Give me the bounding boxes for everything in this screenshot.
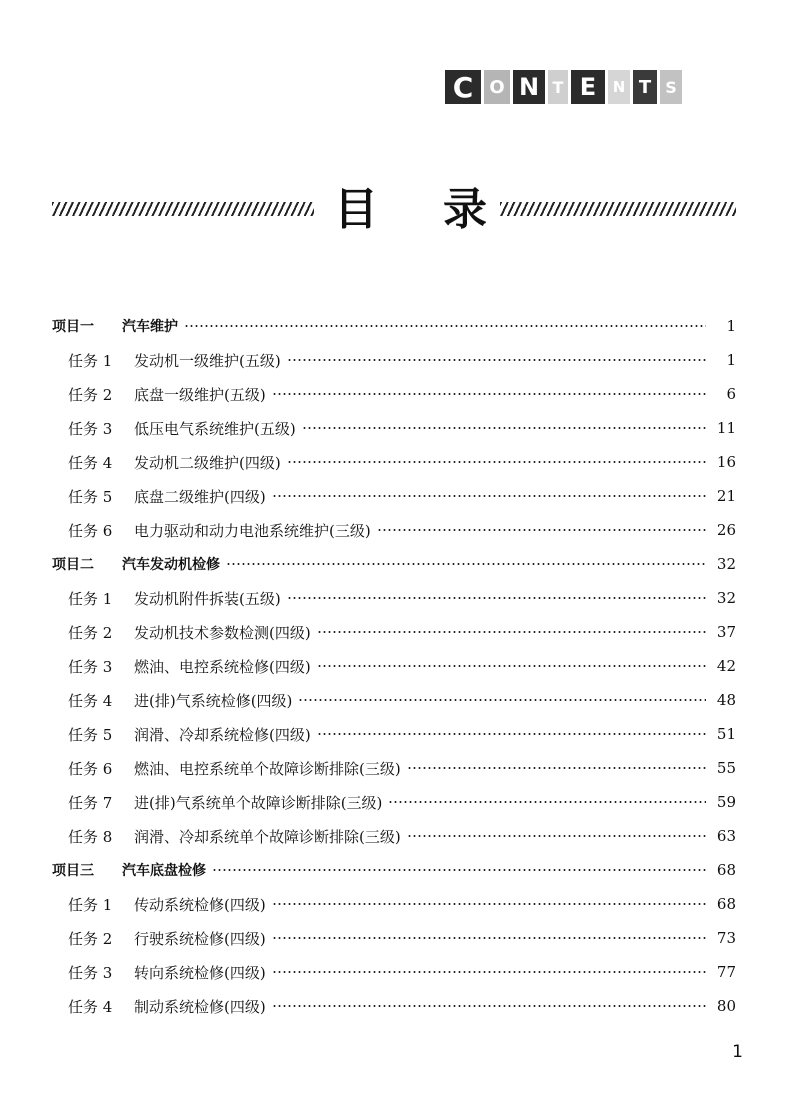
toc-entry-number: 任务 1 [68, 351, 113, 370]
toc-entry-page: 68 [716, 895, 736, 913]
toc-entry-number: 任务 5 [68, 487, 113, 506]
toc-task-entry[interactable] [0, 955, 790, 989]
toc-entry-title: 传动系统检修(四级) [134, 895, 266, 914]
toc-entry-number: 任务 2 [68, 929, 113, 948]
toc-task-entry[interactable] [0, 819, 790, 853]
toc-entry-page: 32 [716, 589, 736, 607]
banner-letter: N [513, 70, 545, 104]
toc-project-entry[interactable] [0, 547, 790, 581]
toc-entry-number: 任务 2 [68, 385, 113, 404]
dot-leader [317, 631, 706, 633]
toc-entry-number: 项目二 [52, 557, 94, 573]
dot-leader [407, 767, 706, 769]
dot-leader [272, 1005, 706, 1007]
dot-leader [287, 597, 706, 599]
toc-entry-number: 任务 6 [68, 759, 113, 778]
toc-entry-page: 21 [716, 487, 736, 505]
toc-entry-page: 11 [716, 419, 736, 437]
toc-task-entry[interactable] [0, 717, 790, 751]
toc-entry-title: 转向系统检修(四级) [134, 963, 266, 982]
toc-task-entry[interactable] [0, 649, 790, 683]
toc-entry-title: 润滑、冷却系统单个故障诊断排除(三级) [134, 827, 401, 846]
toc-entry-number: 项目三 [52, 863, 94, 879]
toc-entry-title: 底盘二级维护(四级) [134, 487, 266, 506]
toc-task-entry[interactable] [0, 887, 790, 921]
toc-entry-title: 燃油、电控系统单个故障诊断排除(三级) [134, 759, 401, 778]
toc-entry-title: 汽车底盘检修 [122, 863, 206, 879]
page-title-char-2: 录 [443, 184, 487, 235]
banner-letter: S [660, 70, 682, 104]
title-row [0, 180, 790, 240]
dot-leader [272, 937, 706, 939]
toc-entry-number: 任务 8 [68, 827, 113, 846]
toc-entry-page: 59 [716, 793, 736, 811]
dot-leader [272, 393, 706, 395]
toc-entry-title: 发动机附件拆装(五级) [134, 589, 281, 608]
dot-leader [184, 325, 706, 327]
banner-letter: E [571, 70, 605, 104]
toc-entry-page: 77 [716, 963, 736, 981]
toc-task-entry[interactable] [0, 377, 790, 411]
dot-leader [272, 495, 706, 497]
hatch-right-decoration [500, 202, 736, 216]
dot-leader [212, 869, 706, 871]
toc-task-entry[interactable] [0, 445, 790, 479]
dot-leader [298, 699, 706, 701]
toc-entry-title: 进(排)气系统检修(四级) [134, 691, 293, 710]
toc-entry-title: 润滑、冷却系统检修(四级) [134, 725, 311, 744]
toc-task-entry[interactable] [0, 751, 790, 785]
toc-entry-number: 任务 3 [68, 419, 113, 438]
toc-task-entry[interactable] [0, 921, 790, 955]
toc-entry-title: 电力驱动和动力电池系统维护(三级) [134, 521, 371, 540]
hatch-left-decoration [52, 202, 314, 216]
toc-entry-page: 1 [726, 351, 736, 369]
page-number: 1 [732, 1042, 743, 1062]
dot-leader [317, 665, 706, 667]
toc-entry-page: 63 [716, 827, 736, 845]
toc-entry-number: 任务 1 [68, 895, 113, 914]
toc-entry-number: 任务 4 [68, 453, 113, 472]
toc-entry-title: 制动系统检修(四级) [134, 997, 266, 1016]
toc-entry-number: 任务 4 [68, 997, 113, 1016]
toc-entry-title: 发动机二级维护(四级) [134, 453, 281, 472]
dot-leader [272, 971, 706, 973]
toc-entry-title: 汽车维护 [122, 319, 178, 335]
toc-task-entry[interactable] [0, 581, 790, 615]
dot-leader [287, 359, 706, 361]
toc-entry-number: 任务 3 [68, 657, 113, 676]
toc-entry-number: 任务 7 [68, 793, 113, 812]
toc-entry-number: 任务 1 [68, 589, 113, 608]
toc-entry-title: 汽车发动机检修 [122, 557, 220, 573]
toc-task-entry[interactable] [0, 343, 790, 377]
toc-entry-number: 项目一 [52, 319, 94, 335]
toc-entry-title: 行驶系统检修(四级) [134, 929, 266, 948]
toc-entry-number: 任务 6 [68, 521, 113, 540]
dot-leader [377, 529, 706, 531]
toc-entry-page: 16 [716, 453, 736, 471]
toc-entry-title: 底盘一级维护(五级) [134, 385, 266, 404]
toc-entry-number: 任务 2 [68, 623, 113, 642]
toc-project-entry[interactable] [0, 853, 790, 887]
toc-entry-page: 68 [716, 861, 736, 879]
banner-letter: O [484, 70, 510, 104]
banner-letter: C [445, 70, 481, 104]
toc-task-entry[interactable] [0, 683, 790, 717]
toc-entry-number: 任务 5 [68, 725, 113, 744]
toc-entry-page: 26 [716, 521, 736, 539]
page-title-char-1: 目 [334, 184, 378, 235]
dot-leader [407, 835, 706, 837]
toc-entry-title: 燃油、电控系统检修(四级) [134, 657, 311, 676]
toc-entry-page: 37 [716, 623, 736, 641]
toc-entry-number: 任务 4 [68, 691, 113, 710]
toc-task-entry[interactable] [0, 411, 790, 445]
dot-leader [317, 733, 706, 735]
toc-entry-title: 发动机一级维护(五级) [134, 351, 281, 370]
toc-entry-page: 6 [726, 385, 736, 403]
toc-entry-page: 55 [716, 759, 736, 777]
toc-entry-page: 73 [716, 929, 736, 947]
dot-leader [388, 801, 706, 803]
toc-project-entry[interactable] [0, 309, 790, 343]
banner-letter: T [548, 70, 568, 104]
toc-entry-title: 发动机技术参数检测(四级) [134, 623, 311, 642]
toc-entry-page: 42 [716, 657, 736, 675]
banner-letter: N [608, 70, 630, 104]
dot-leader [287, 461, 706, 463]
toc-task-entry[interactable] [0, 479, 790, 513]
toc-entry-page: 80 [716, 997, 736, 1015]
toc-entry-page: 48 [716, 691, 736, 709]
dot-leader [272, 903, 706, 905]
toc-entry-page: 1 [726, 317, 736, 335]
banner-letter: T [633, 70, 657, 104]
toc-entry-number: 任务 3 [68, 963, 113, 982]
toc-entry-title: 低压电气系统维护(五级) [134, 419, 296, 438]
toc-entry-title: 进(排)气系统单个故障诊断排除(三级) [134, 793, 383, 812]
toc-entry-page: 32 [716, 555, 736, 573]
toc-task-entry[interactable] [0, 615, 790, 649]
toc-entry-page: 51 [716, 725, 736, 743]
toc-task-entry[interactable] [0, 989, 790, 1023]
toc-task-entry[interactable] [0, 785, 790, 819]
dot-leader [226, 563, 706, 565]
toc-task-entry[interactable] [0, 513, 790, 547]
dot-leader [302, 427, 706, 429]
